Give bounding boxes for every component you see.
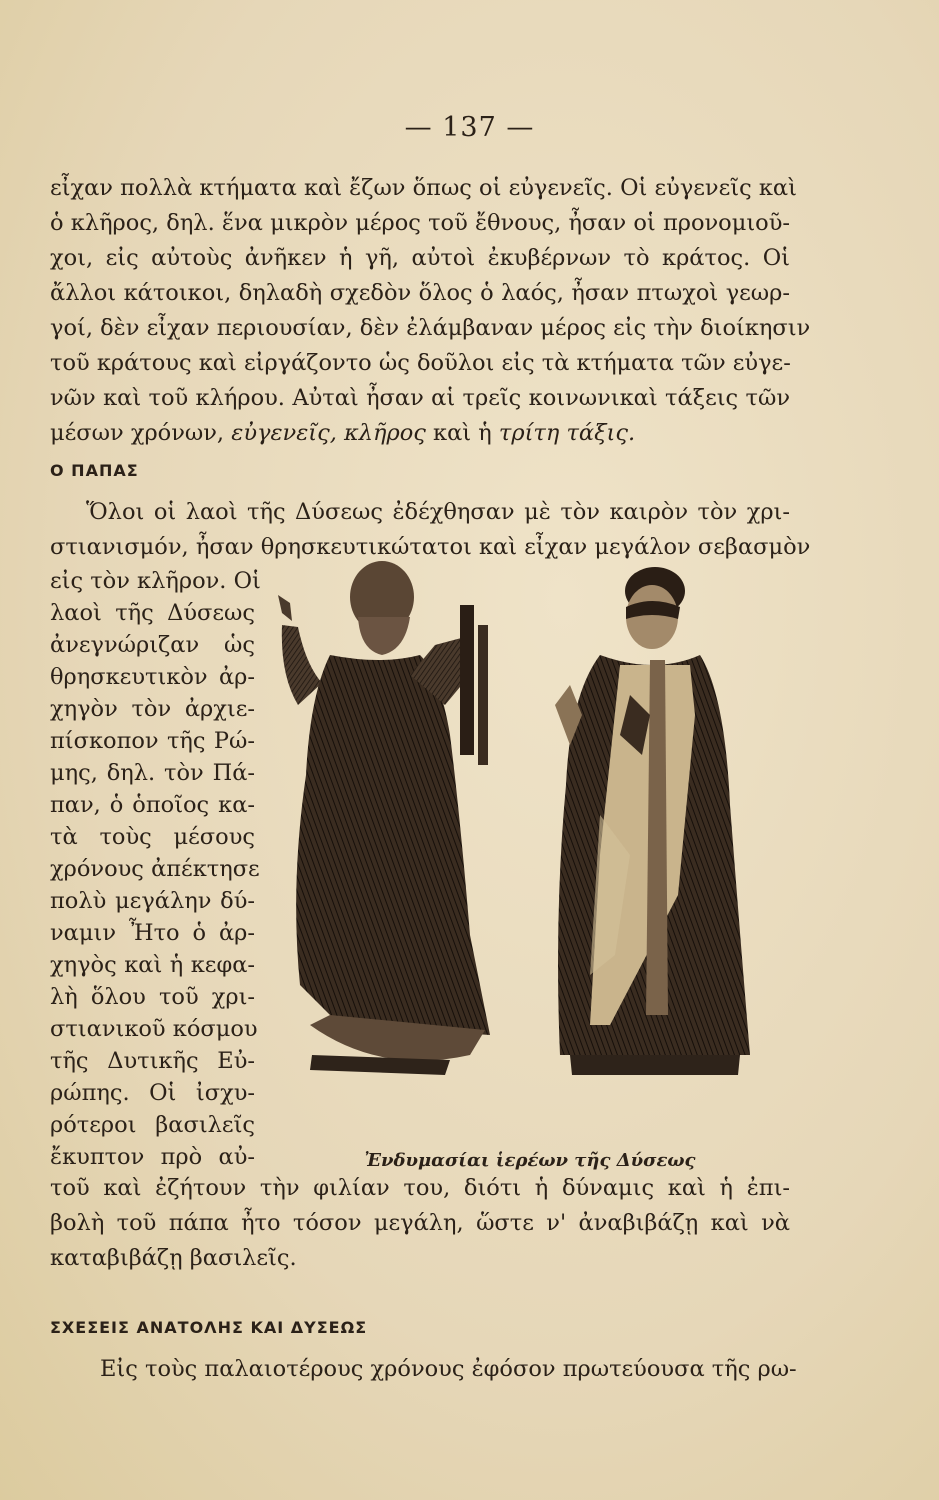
text-line: τοῦ κράτους καὶ εἰργάζοντο ὡς δοῦλοι εἰς τὰ κτήματα τῶν εὐγε- xyxy=(50,350,791,376)
text-line: χηγὸς καὶ ἡ κεφα- xyxy=(50,952,255,978)
text-line: νῶν καὶ τοῦ κλήρου. Αὐταὶ ἦσαν αἱ τρεῖς κοινωνικαὶ τάξεις τῶν xyxy=(50,385,790,411)
text-line: χοι, εἰς αὐτοὺς ἀνῆκεν ἡ γῆ, αὐτοὶ ἐκυβέρνων τὸ κράτος. Οἱ xyxy=(50,245,790,271)
text-line: ἀνεγνώριζαν ὡς xyxy=(50,632,255,658)
text-line: χηγὸν τὸν ἀρχιε- xyxy=(50,696,255,722)
text-line: ρώπης. Οἱ ἰσχυ- xyxy=(50,1080,255,1106)
text-run: καὶ ἡ xyxy=(433,420,492,446)
page-number: — 137 — xyxy=(404,112,535,143)
text-line: μης, δηλ. τὸν Πά- xyxy=(50,760,255,786)
text-line: γοί, δὲν εἶχαν περιουσίαν, δὲν ἐλάμβαναν μέρος εἰς τὴν διοίκησιν xyxy=(50,315,811,341)
text-line: τὰ τοὺς μέσους xyxy=(50,824,255,850)
text-line: βολὴ τοῦ πάπα ἦτο τόσον μεγάλη, ὥστε ν' ἀναβιβάζῃ καὶ νὰ xyxy=(50,1210,790,1236)
section-heading-pope: Ο ΠΑΠΑΣ xyxy=(50,461,139,480)
section-heading-east-west: ΣΧΕΣΕΙΣ ΑΝΑΤΟΛΗΣ ΚΑΙ ΔΥΣΕΩΣ xyxy=(50,1318,368,1337)
text-line: λὴ ὅλου τοῦ χρι- xyxy=(50,984,255,1010)
text-line: ὁ κλῆρος, δηλ. ἕνα μικρὸν μέρος τοῦ ἔθνους, ἦσαν οἱ προνομιοῦ- xyxy=(50,210,790,236)
left-priest-figure xyxy=(278,561,490,1075)
clergy-vestments-illustration xyxy=(270,555,790,1145)
text-line xyxy=(50,417,790,450)
text-line: εἰς τὸν κλῆρον. Οἱ xyxy=(50,568,261,594)
text-line: καταβιβάζῃ βασιλεῖς. xyxy=(50,1245,297,1271)
text-line: τῆς Δυτικῆς Εὐ- xyxy=(50,1048,255,1074)
text-line: ρότεροι βασιλεῖς xyxy=(50,1112,255,1138)
text-line: πίσκοπον τῆς Ρώ- xyxy=(50,728,255,754)
illustration-image xyxy=(270,555,790,1100)
italic-term: τρίτη τάξις. xyxy=(498,420,636,446)
text-line: λαοὶ τῆς Δύσεως xyxy=(50,600,255,626)
text-line: ἔκυπτον πρὸ αὐ- xyxy=(50,1144,255,1170)
text-line: ἄλλοι κάτοικοι, δηλαδὴ σχεδὸν ὅλος ὁ λαός, ἦσαν πτωχοὶ γεωρ- xyxy=(50,280,790,306)
italic-term: εὐγενεῖς, κλῆρος xyxy=(231,420,426,446)
text-line: θρησκευτικὸν ἀρ- xyxy=(50,664,255,690)
text-line: εἶχαν πολλὰ κτήματα καὶ ἔζων ὅπως οἱ εὐγενεῖς. Οἱ εὐγενεῖς καὶ xyxy=(50,175,797,201)
right-priest-figure xyxy=(555,567,750,1075)
text-line: στιανικοῦ κόσμου xyxy=(50,1016,258,1042)
text-line: στιανισμόν, ἦσαν θρησκευτικώτατοι καὶ εἶχαν μεγάλον σεβασμὸν xyxy=(50,534,811,560)
text-line: παν, ὁ ὁποῖος κα- xyxy=(50,792,255,818)
text-line: τοῦ καὶ ἐζήτουν τὴν φιλίαν του, διότι ἡ δύναμις καὶ ἡ ἐπι- xyxy=(50,1175,790,1201)
text-line: χρόνους ἀπέκτησε xyxy=(50,856,260,882)
text-run: μέσων χρόνων, xyxy=(50,420,225,446)
text-line: Εἰς τοὺς παλαιοτέρους χρόνους ἐφόσον πρωτεύουσα τῆς ρω- xyxy=(100,1356,797,1382)
text-line: ναμιν Ἦτο ὁ ἀρ- xyxy=(50,920,255,946)
text-line: πολὺ μεγάλην δύ- xyxy=(50,888,255,914)
text-line: Ὅλοι οἱ λαοὶ τῆς Δύσεως ἐδέχθησαν μὲ τὸν καιρὸν τὸν χρι- xyxy=(86,499,790,525)
figure-caption: Ἐνδυμασίαι ἱερέων τῆς Δύσεως xyxy=(364,1150,696,1171)
